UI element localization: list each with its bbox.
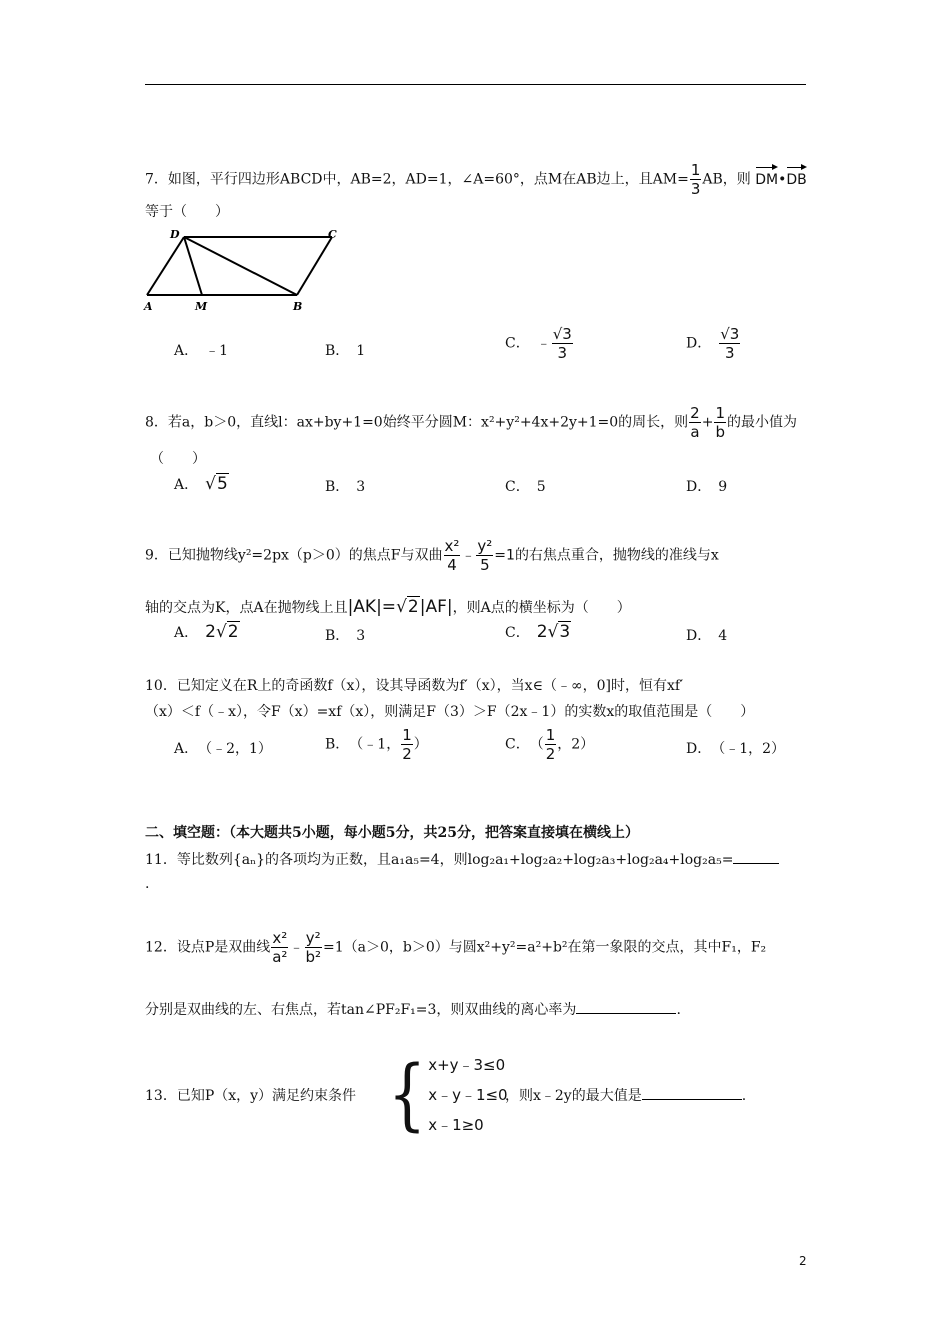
q10-option-b[interactable]: B． （﹣1， $\frac{1}{2}$ ） (325, 726, 428, 763)
q9-option-c[interactable]: C． 2√3 (505, 622, 571, 642)
label-m: M (195, 300, 208, 313)
q7-fraction: $\frac{1}{3}$ (690, 161, 701, 198)
q8-option-d[interactable]: D． 9 (686, 479, 728, 495)
q11-dot: . (145, 876, 150, 892)
vector-db: DB (786, 165, 806, 190)
q11-answer-blank[interactable] (733, 863, 779, 864)
q9-option-a[interactable]: A． 2√2 (174, 622, 239, 642)
q7-option-b[interactable]: B． 1 (325, 343, 366, 359)
q8-stem: 8．若a，b＞0，直线l：ax+by+1=0始终平分圆M：x²+y²+4x+2y+1=0的周长，则 $\frac{2}{a}$ + $\frac{1}{b}$ 的最小值为 (145, 404, 797, 441)
q10-option-a[interactable]: A． （﹣2，1） (174, 741, 272, 757)
q10-option-c[interactable]: C． （ $\frac{1}{2}$ ，2） (505, 726, 595, 763)
q10-line2: （x）＜f（﹣x），令F（x）=xf（x），则满足F（3）＞F（2x﹣1）的实数x的取值范围是（ ） (145, 704, 755, 720)
q9-option-b[interactable]: B． 3 (325, 628, 366, 644)
q8-option-c[interactable]: C． 5 (505, 479, 546, 495)
constraint-1: x+y﹣3≤0 (428, 1056, 506, 1074)
q11-stem: 11．等比数列{aₙ}的各项均为正数，且a₁a₅=4，则log₂a₁+log₂a₂+log₂a₃+log₂a₄+log₂a₅= (145, 850, 779, 870)
q7-line2: 等于（ ） (145, 204, 229, 220)
constraint-3: x﹣1≥0 (428, 1116, 484, 1134)
q10-option-d[interactable]: D． （﹣1，2） (686, 741, 786, 757)
q13-post: ，则x﹣2y的最大值是 . (505, 1088, 747, 1104)
q8-option-b[interactable]: B． 3 (325, 479, 366, 495)
label-a: A (144, 300, 153, 313)
q12-answer-blank[interactable] (576, 1013, 676, 1014)
q7-option-d[interactable]: D． $\frac{√3}{3}$ (686, 325, 740, 362)
q8-line2: （ ） (150, 451, 206, 467)
q12-line2: 分别是双曲线的左、右焦点，若tan∠PF₂F₁=3，则双曲线的离心率为 . (145, 1002, 681, 1018)
label-c: C (328, 228, 337, 241)
label-d: D (170, 228, 180, 241)
q9-line2: 轴的交点为K，点A在抛物线上且|AK|=√2|AF|，则A点的横坐标为（ ） (145, 597, 631, 617)
constraint-2: x﹣y﹣1≤0 (428, 1086, 508, 1104)
q8-option-a[interactable]: A． √5 (174, 474, 228, 494)
header-rule (145, 84, 806, 85)
q13-answer-blank[interactable] (642, 1099, 742, 1100)
q9-option-d[interactable]: D． 4 (686, 628, 728, 644)
label-b: B (293, 300, 303, 313)
q7-stem: 7．如图，平行四边形ABCD中，AB=2，AD=1，∠A=60°，点M在AB边上，且AM= $\frac{1}{3}$ AB，则 DM•DB (145, 161, 807, 198)
vector-dm: DM (755, 165, 778, 190)
constraint-system (388, 1050, 508, 1140)
q13-pre: 13．已知P（x，y）满足约束条件 (145, 1088, 357, 1104)
section-title: 二、填空题：（本大题共5小题，每小题5分，共25分，把答案直接填在横线上） (145, 825, 639, 841)
q10-line1: 10．已知定义在R上的奇函数f（x），设其导函数为f′（x），当x∈（﹣∞，0]时，恒有xf′ (145, 678, 684, 694)
q12-stem: 12．设点P是双曲线 $\frac{\text{x²}}{\text{a²}}$ ﹣ $\frac{\text{y²}}{\text{b²}}$ =1（a＞0，b＞0）与圆x²+y²=a²+b²在第一象限的交点，其中F₁，F₂ (145, 929, 767, 966)
q9-stem: 9．已知抛物线y²=2px（p＞0）的焦点F与双曲 $\frac{\text{x²}}{4}$ ﹣ $\frac{\text{y²}}{5}$ =1的右焦点重合，抛物线的准线与x (145, 537, 719, 574)
page-number: 2 (799, 1254, 807, 1268)
parallelogram-figure (142, 226, 347, 314)
q7-option-a[interactable]: A． ﹣1 (174, 343, 229, 359)
left-brace: { (388, 1049, 427, 1141)
q7-text: 7．如图，平行四边形ABCD中，AB=2，AD=1，∠A=60°，点M在AB边上，且AM= (145, 171, 689, 188)
q7-option-c[interactable]: C． ﹣ $\frac{√3}{3}$ (505, 325, 572, 362)
